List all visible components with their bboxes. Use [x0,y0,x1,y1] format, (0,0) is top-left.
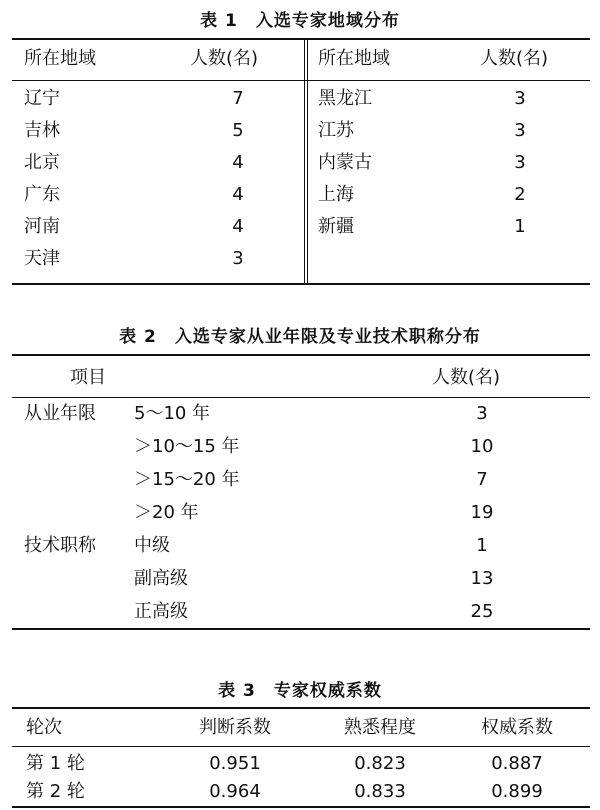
table-row-cell: 江苏 [318,120,354,141]
table-row-cell: 7 [476,469,488,490]
table2-bottom-rule [12,628,590,630]
table-row-cell: 3 [514,152,526,173]
table-row-cell: 天津 [24,248,60,269]
table2-header-rule [12,397,590,398]
table3-header-authority: 权威系数 [481,717,553,738]
table-row-cell: 1 [514,216,526,237]
table-row-cell: 4 [232,216,244,237]
table-row-cell: 0.964 [209,781,261,802]
table-row-cell: 吉林 [24,120,60,141]
table-row-cell: 北京 [24,152,60,173]
table3-header-familiarity: 熟悉程度 [344,717,416,738]
table2-title: 表 2 入选专家从业年限及专业技术职称分布 [119,327,481,347]
table-row-cell: 2 [514,184,526,205]
table-row-cell: 4 [232,152,244,173]
table-row-cell: 第 2 轮 [26,781,85,802]
table-row-cell: 25 [470,601,494,622]
table-row-cell: 3 [514,120,526,141]
table-row-cell: 中级 [134,535,170,556]
table-row-cell: 河南 [24,216,60,237]
table-row-cell: 内蒙古 [318,152,372,173]
table1-header-region-left: 所在地域 [24,48,96,69]
table-row-cell: 0.823 [354,753,406,774]
table-row-cell: 4 [232,184,244,205]
table-row-cell: ＞20 年 [134,502,199,523]
table-row-cell: 13 [470,568,494,589]
table1-header-region-right: 所在地域 [318,48,390,69]
table-row-cell: 5 [232,120,244,141]
table-row-cell: 1 [476,535,488,556]
table-row-cell: 辽宁 [24,88,60,109]
table-row-cell: 0.899 [491,781,543,802]
table-row-cell: 3 [514,88,526,109]
table-row-cell: 5～10 年 [134,403,211,424]
table2-top-rule [12,354,590,356]
table1-top-rule [12,38,590,40]
table1-bottom-rule [12,283,590,285]
table1-title: 表 1 入选专家地域分布 [200,11,400,31]
table-row-cell: 0.887 [491,753,543,774]
table-row-cell: 7 [232,88,244,109]
table-row-cell: 3 [476,403,488,424]
table-row-cell: 黑龙江 [318,88,372,109]
table1-header-count-left: 人数(名) [190,48,259,69]
table-row-cell: 新疆 [318,216,354,237]
table2-header-item: 项目 [70,367,106,388]
table-row-cell: ＞15～20 年 [134,469,240,490]
table-row-cell: 副高级 [134,568,188,589]
table3-bottom-rule [12,806,590,808]
table-row-cell: 正高级 [134,601,188,622]
table3-header-round: 轮次 [26,717,62,738]
table1-divider-a [304,38,305,284]
table-row-cell: 0.833 [354,781,406,802]
table3-top-rule [12,707,590,709]
table1-header-rule [12,80,590,81]
table2-group-label: 技术职称 [24,535,96,556]
table-row-cell: 0.951 [209,753,261,774]
table3-title: 表 3 专家权威系数 [218,681,382,701]
table-row-cell: 3 [232,248,244,269]
table-row-cell: 广东 [24,184,60,205]
table-row-cell: 上海 [318,184,354,205]
table3-header-rule [12,746,590,747]
table-row-cell: 第 1 轮 [26,753,85,774]
table2-group-label: 从业年限 [24,403,96,424]
table1-header-count-right: 人数(名) [480,48,549,69]
table2-header-count: 人数(名) [432,367,501,388]
table-row-cell: 19 [470,502,494,523]
table3-header-judgment: 判断系数 [199,717,271,738]
table1-divider-b [307,38,308,284]
table-row-cell: 10 [470,436,494,457]
table-row-cell: ＞10～15 年 [134,436,240,457]
